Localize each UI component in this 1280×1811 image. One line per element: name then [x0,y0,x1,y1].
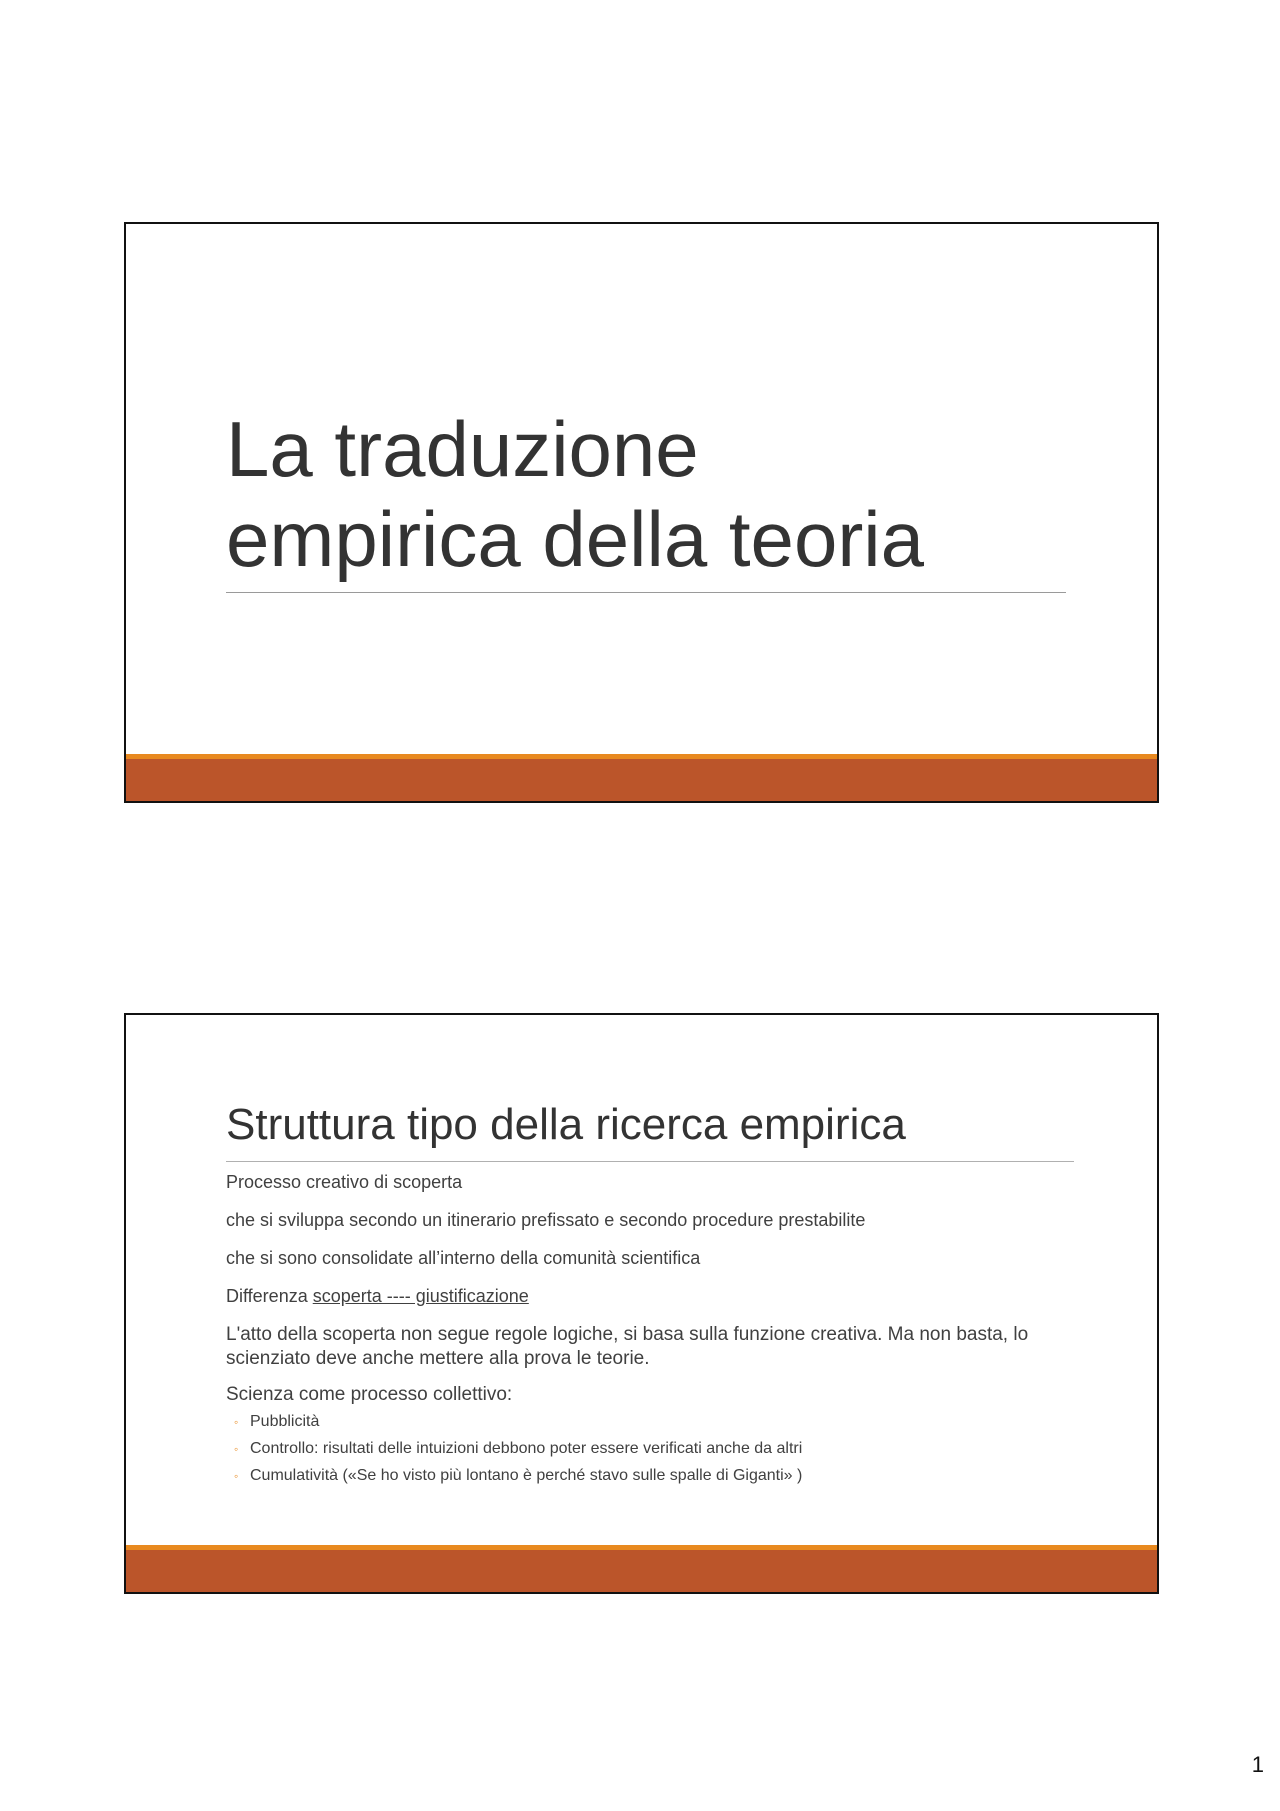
sub-list [226,1411,1066,1487]
title-divider [226,592,1066,593]
slide-2-body [226,1171,1066,1499]
circle-bullet-icon: ◦ [234,1442,239,1456]
circle-bullet-icon: ◦ [234,1415,239,1429]
slide-1 [124,222,1159,803]
slide-2 [124,1013,1159,1594]
title-divider [226,1161,1074,1162]
sub-list-item [226,1438,1066,1460]
slide-1-title: La traduzione empirica della teoria [226,405,925,583]
sub-item-text: Controllo: risultati delle intuizioni debbono poter essere verificati anche da altri [250,1440,803,1457]
collective-item [226,1383,1066,1487]
body-line: Processo creativo di scoperta [226,1172,463,1192]
body-paragraph: L'atto della scoperta non segue regole logiche, si basa sulla funzione creativa. Ma non basta, lo scienziato deve anche mettere alla prova le teorie. [226,1324,1029,1369]
sub-item-text: Cumulatività («Se ho visto più lontano è perché stavo sulle spalle di Giganti» ) [250,1467,803,1484]
sub-list-item [226,1411,1066,1433]
differenza-label: Differenza [226,1286,313,1306]
collective-heading: Scienza come processo collettivo: [226,1384,513,1405]
slide-footer-band [126,754,1157,801]
page-number: 1 [1251,1752,1264,1777]
sub-item-text: Pubblicità [250,1413,320,1430]
differenza-underlined: scoperta ---- giustificazione [312,1286,529,1306]
slide-2-title: Struttura tipo della ricerca empirica [226,1100,906,1149]
sub-list-item [226,1465,1066,1487]
body-line: che si sviluppa secondo un itinerario prefissato e secondo procedure prestabilite [226,1210,866,1230]
circle-bullet-icon: ◦ [234,1469,239,1483]
body-line: che si sono consolidate all’interno della comunità scientifica [226,1248,701,1268]
body-line-differenza [226,1285,1066,1308]
slide-footer-band [126,1545,1157,1592]
